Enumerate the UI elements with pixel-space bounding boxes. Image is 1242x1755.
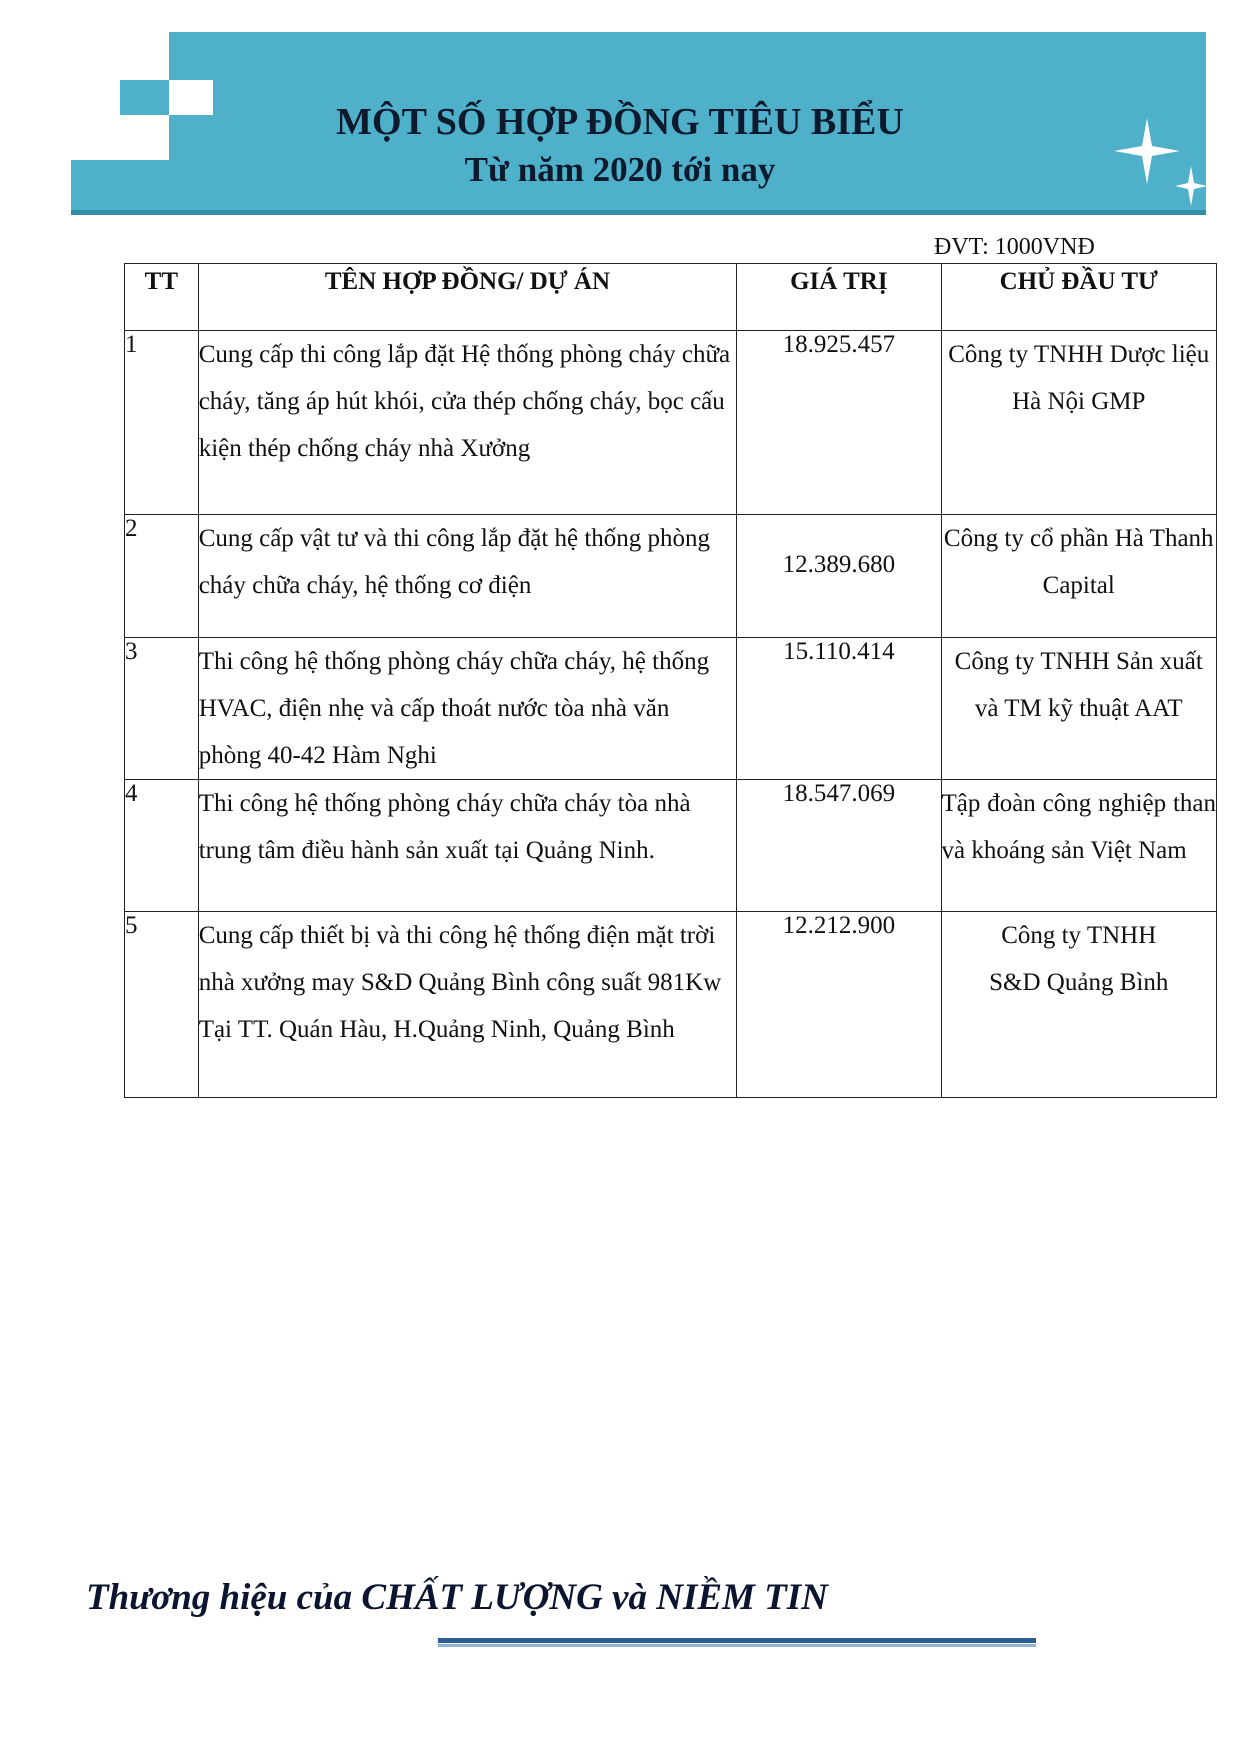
contract-name: Cung cấp vật tư và thi công lắp đặt hệ thống phòng cháy chữa cháy, hệ thống cơ điện — [198, 515, 737, 638]
page-title: MỘT SỐ HỢP ĐỒNG TIÊU BIỂU — [336, 101, 904, 143]
contract-name: Cung cấp thi công lắp đặt Hệ thống phòng cháy chữa cháy, tăng áp hút khói, cửa thép chống cháy, bọc cấu kiện thép chống cháy nhà Xưởng — [198, 331, 737, 515]
decor-square-4 — [71, 115, 120, 160]
decor-square-1 — [71, 80, 120, 115]
contract-value: 12.389.680 — [737, 515, 941, 638]
page-subtitle: Từ năm 2020 tới nay — [464, 150, 776, 189]
footer-slogan: Thương hiệu của CHẤT LƯỢNG và NIỀM TIN — [86, 1577, 828, 1618]
table-header-row — [125, 264, 1217, 331]
column-header-investor: CHỦ ĐẦU TƯ — [941, 264, 1217, 331]
table-row — [125, 515, 1217, 638]
decor-square-7 — [169, 32, 213, 80]
contracts-table — [124, 263, 1217, 1098]
decor-square-6 — [71, 32, 120, 80]
sparkle-icon — [1114, 118, 1180, 184]
contract-investor: Công ty TNHH Dược liệu Hà Nội GMP — [941, 331, 1217, 515]
footer-divider-shadow — [438, 1644, 1036, 1647]
contract-value: 18.925.457 — [737, 331, 941, 515]
footer-divider — [438, 1638, 1036, 1643]
contract-investor-cell — [941, 912, 1217, 1098]
contract-name: Thi công hệ thống phòng cháy chữa cháy tòa nhà trung tâm điều hành sản xuất tại Quảng Ninh. — [198, 780, 737, 912]
row-number: 4 — [125, 780, 199, 912]
sparkle-small-icon — [1175, 166, 1207, 206]
row-number: 1 — [125, 331, 199, 515]
row-number: 5 — [125, 912, 199, 1098]
decor-square-3 — [169, 80, 213, 115]
table-row — [125, 638, 1217, 780]
decor-square-2 — [120, 32, 169, 80]
contract-name-cell — [198, 912, 737, 1098]
decor-square-5 — [120, 115, 169, 160]
table-row — [125, 331, 1217, 515]
contract-name: Cung cấp thiết bị và thi công hệ thống điện mặt trời nhà xưởng may S&D Quảng Bình công suất 981Kw — [198, 922, 722, 996]
contract-investor: Công ty cổ phần Hà Thanh Capital — [941, 515, 1217, 638]
column-header-tt: TT — [125, 264, 199, 331]
contract-investor-line2: S&D Quảng Bình — [989, 969, 1169, 996]
contract-name: Thi công hệ thống phòng cháy chữa cháy, hệ thống HVAC, điện nhẹ và cấp thoát nước tòa nhà văn phòng 40-42 Hàm Nghi — [198, 638, 737, 780]
table-row — [125, 912, 1217, 1098]
row-number: 3 — [125, 638, 199, 780]
unit-label: ĐVT: 1000VNĐ — [934, 234, 1095, 260]
contract-value: 15.110.414 — [737, 638, 941, 780]
column-header-name: TÊN HỢP ĐỒNG/ DỰ ÁN — [198, 264, 737, 331]
contract-investor: Công ty TNHH — [1001, 922, 1157, 949]
contract-value: 12.212.900 — [737, 912, 941, 1098]
row-number: 2 — [125, 515, 199, 638]
table-row — [125, 780, 1217, 912]
contract-investor: Công ty TNHH Sản xuất và TM kỹ thuật AAT — [941, 638, 1217, 780]
contract-value: 18.547.069 — [737, 780, 941, 912]
contract-location: Tại TT. Quán Hàu, H.Quảng Ninh, Quảng Bình — [198, 1016, 675, 1043]
contract-investor: Tập đoàn công nghiệp than và khoáng sản Việt Nam — [941, 780, 1217, 912]
column-header-value: GIÁ TRỊ — [737, 264, 941, 331]
